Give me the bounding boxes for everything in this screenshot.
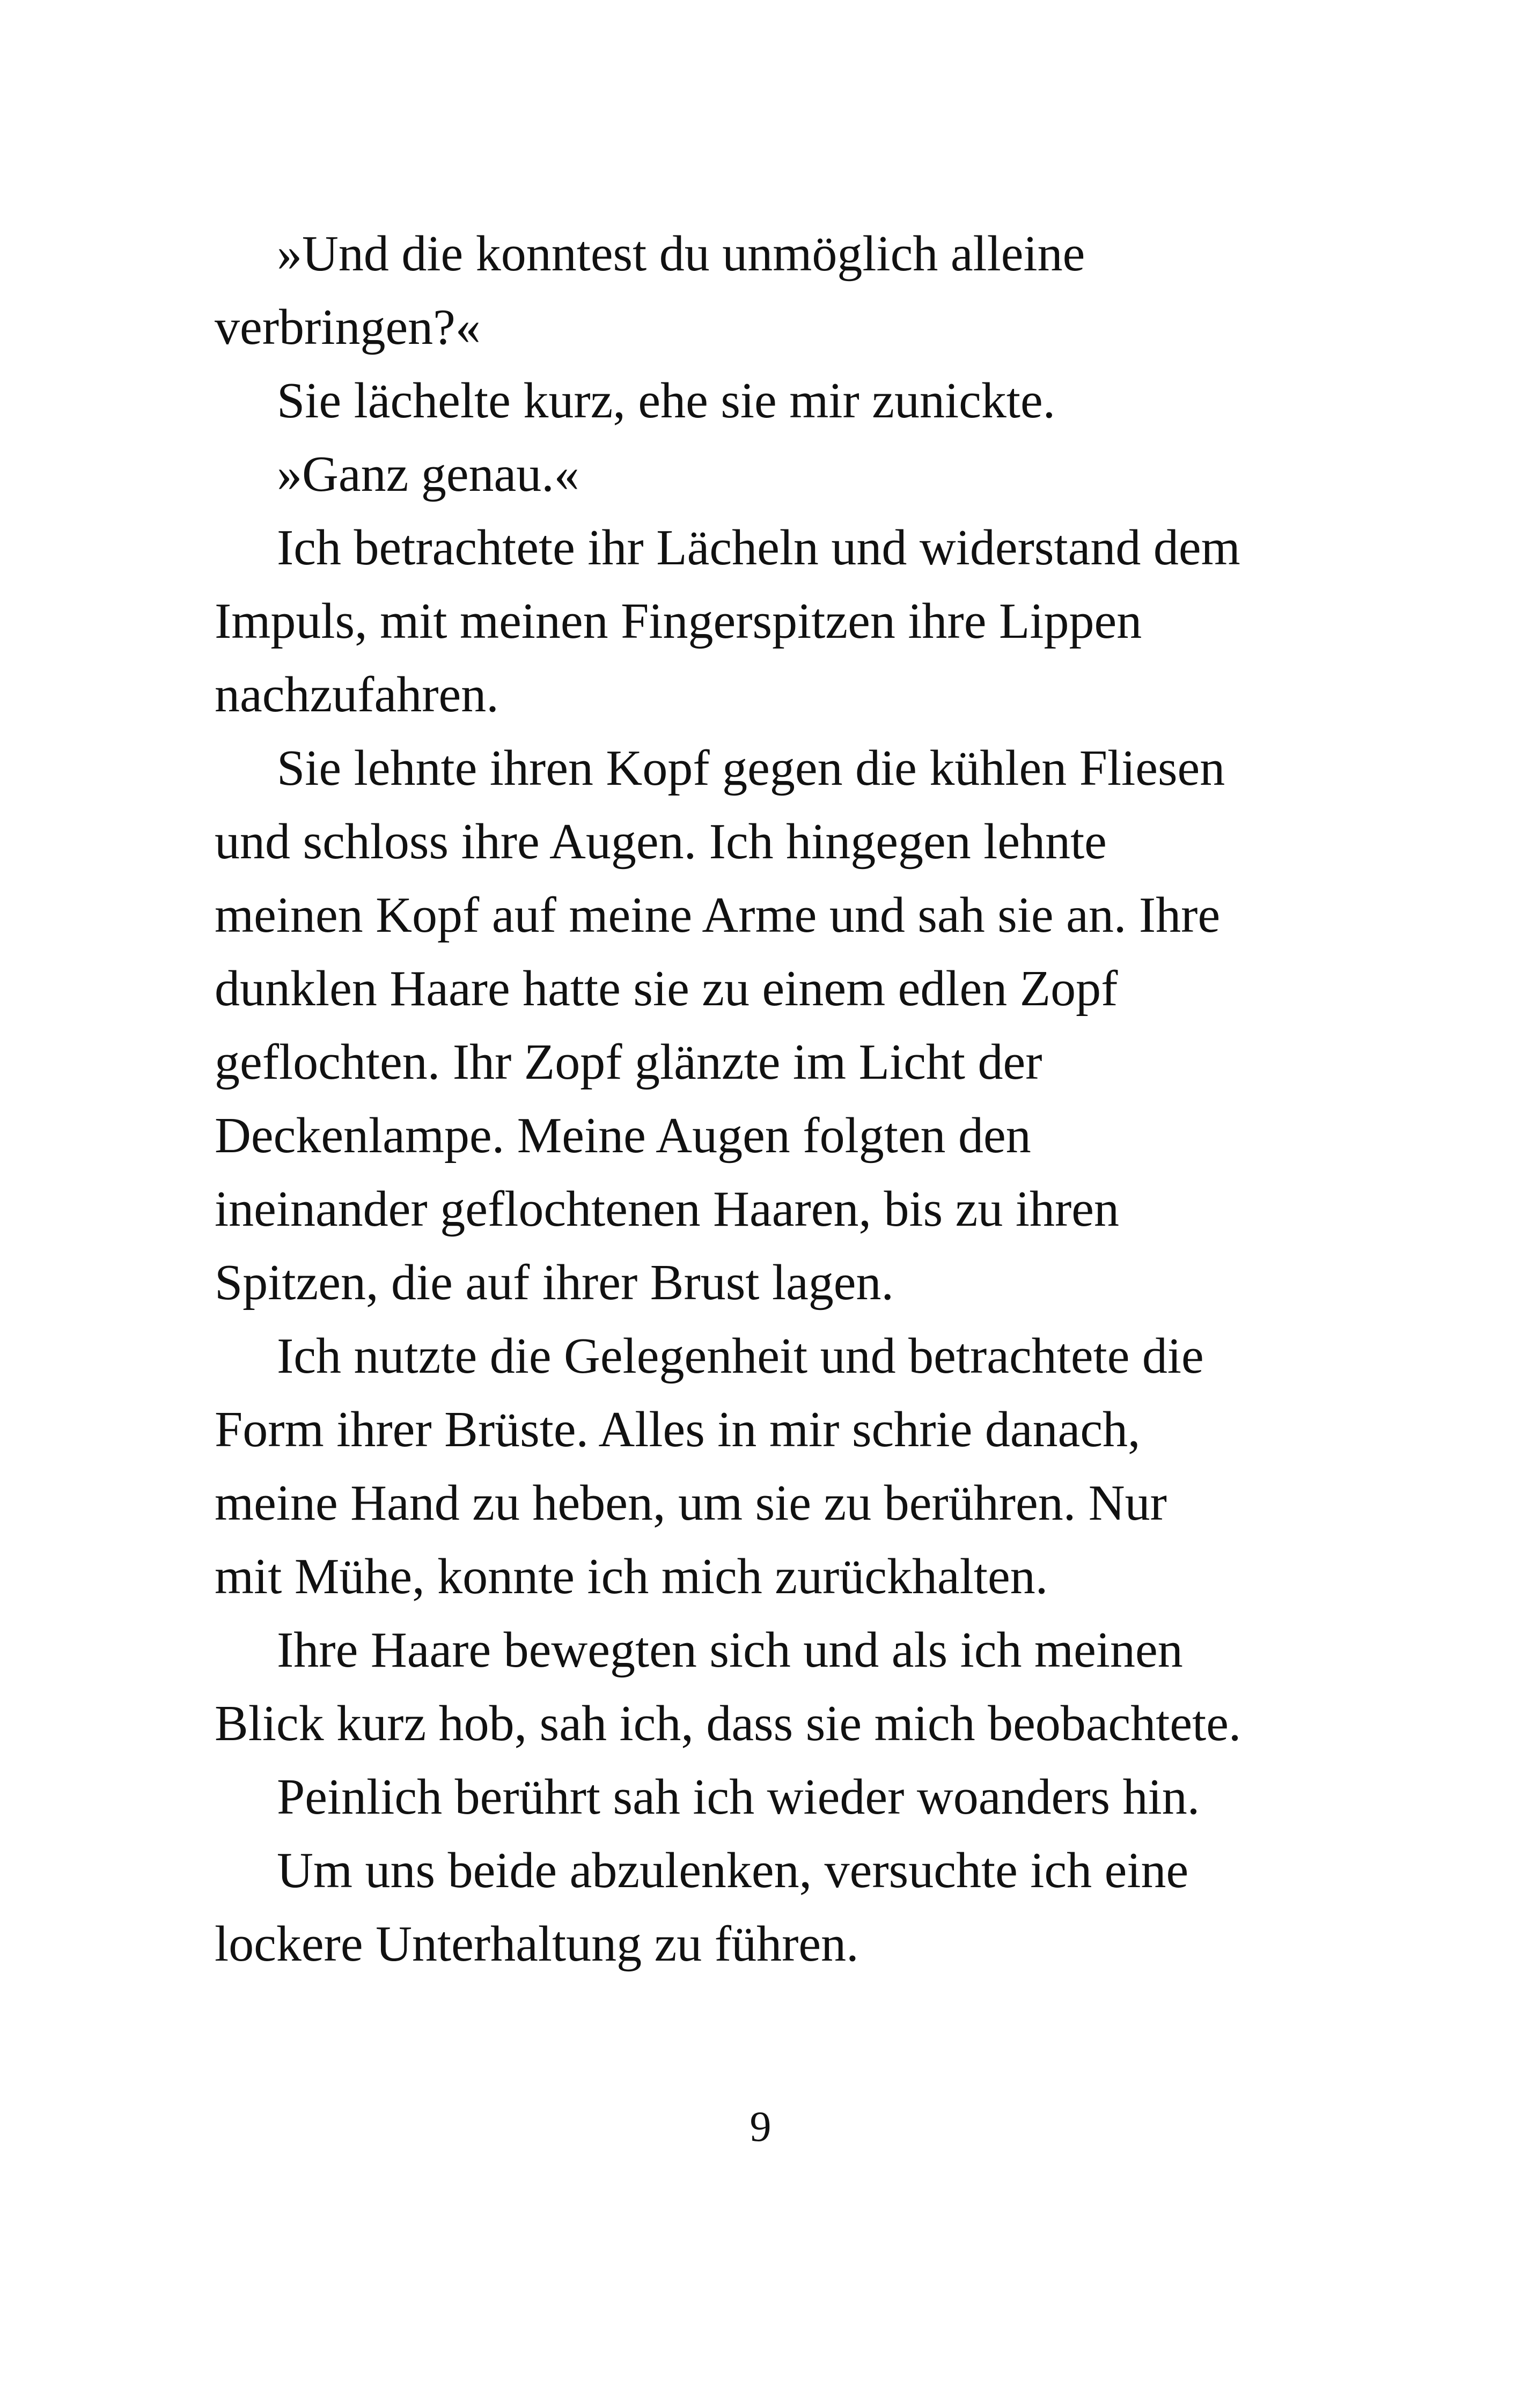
text-line: nachzufahren. [215,667,499,723]
text-line: meinen Kopf auf meine Arme und sah sie an. Ihre [215,887,1221,943]
page-number: 9 [750,2103,771,2151]
text-line: lockere Unterhaltung zu führen. [215,1916,859,1972]
text-line: »Und die konntest du unmöglich alleine [277,226,1085,282]
text-line: Form ihrer Brüste. Alles in mir schrie danach, [215,1402,1141,1457]
text-line: Ich betrachtete ihr Lächeln und widerstand dem [277,520,1240,576]
text-line: Ihre Haare bewegten sich und als ich meinen [277,1622,1183,1678]
text-line: geflochten. Ihr Zopf glänzte im Licht der [215,1034,1042,1090]
text-line: Sie lehnte ihren Kopf gegen die kühlen Fliesen [277,740,1225,796]
text-line: Deckenlampe. Meine Augen folgten den [215,1108,1031,1164]
text-line: Spitzen, die auf ihrer Brust lagen. [215,1255,894,1310]
text-line: verbringen?« [215,299,481,355]
text-line: »Ganz genau.« [277,446,579,502]
text-line: Impuls, mit meinen Fingerspitzen ihre Lippen [215,593,1142,649]
text-line: dunklen Haare hatte sie zu einem edlen Zopf [215,961,1118,1017]
text-line: Peinlich berührt sah ich wieder woanders hin. [277,1769,1200,1825]
text-line: meine Hand zu heben, um sie zu berühren. Nur [215,1475,1167,1531]
text-line: ineinander geflochtenen Haaren, bis zu ihren [215,1181,1120,1237]
text-line: und schloss ihre Augen. Ich hingegen lehnte [215,814,1107,870]
text-line: Blick kurz hob, sah ich, dass sie mich beobachtete. [215,1696,1241,1751]
text-line: mit Mühe, konnte ich mich zurückhalten. [215,1549,1048,1604]
text-line: Ich nutzte die Gelegenheit und betrachtete die [277,1328,1204,1384]
text-line: Sie lächelte kurz, ehe sie mir zunickte. [277,373,1056,429]
body-text [215,217,1341,1981]
text-line: Um uns beide abzulenken, versuchte ich eine [277,1843,1189,1898]
